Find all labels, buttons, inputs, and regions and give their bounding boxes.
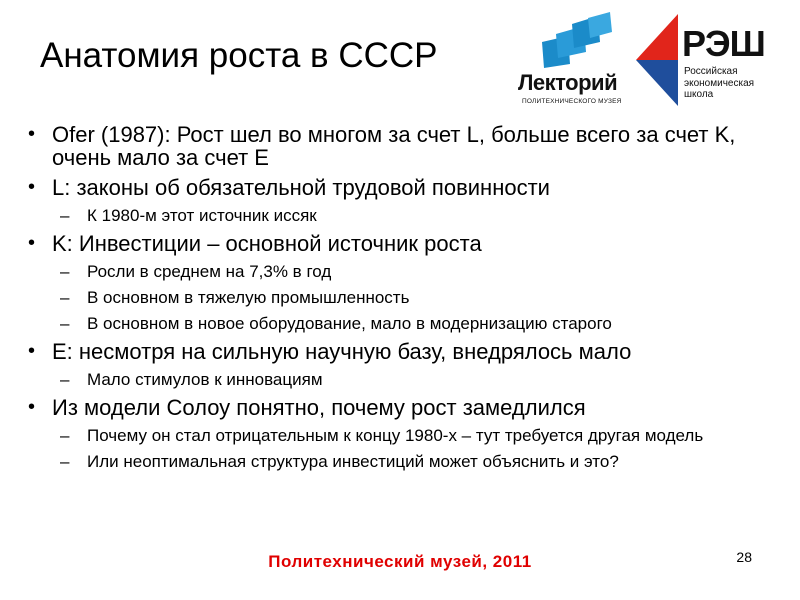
sub-bullet-item bbox=[22, 426, 792, 445]
lektoriy-logo bbox=[518, 12, 630, 108]
bullet-item bbox=[22, 232, 792, 255]
resh-logo-icon bbox=[636, 14, 682, 106]
bullet-text: Ofer (1987): Рост шел во многом за счет L, больше всего за счет K, очень мало за счет E bbox=[52, 122, 736, 170]
lektoriy-logo-name: Лекторий bbox=[518, 70, 618, 95]
bullet-dot-icon: • bbox=[28, 396, 36, 418]
footer-text: Политехнический музей, 2011 bbox=[268, 552, 532, 571]
sub-bullet-item bbox=[22, 452, 792, 471]
resh-logo-subtitle bbox=[684, 66, 784, 101]
page-number: 28 bbox=[736, 549, 752, 565]
bullet-item bbox=[22, 340, 792, 363]
bullet-dash-icon: – bbox=[60, 206, 70, 225]
bullet-dash-icon: – bbox=[60, 288, 70, 307]
resh-logo bbox=[636, 14, 786, 110]
bullet-text: Почему он стал отрицательным к концу 1980-х – тут требуется другая модель bbox=[87, 426, 704, 445]
bullet-dot-icon: • bbox=[28, 176, 36, 198]
sub-bullet-item bbox=[22, 370, 792, 389]
bullet-text: K: Инвестиции – основной источник роста bbox=[52, 231, 482, 256]
bullet-text: В основном в тяжелую промышленность bbox=[87, 288, 410, 307]
bullet-item bbox=[22, 176, 792, 199]
bullet-dot-icon: • bbox=[28, 123, 36, 145]
bullet-text: В основном в новое оборудование, мало в модернизацию старого bbox=[87, 314, 612, 333]
bullet-text: Росли в среднем на 7,3% в год bbox=[87, 262, 332, 281]
bullet-list bbox=[22, 116, 792, 471]
resh-subtitle-line: экономическая bbox=[684, 77, 755, 89]
bullet-item bbox=[22, 396, 792, 419]
sub-bullet-item bbox=[22, 314, 792, 333]
bullet-dash-icon: – bbox=[60, 452, 70, 471]
bullet-item bbox=[22, 123, 792, 169]
resh-subtitle-line: школа bbox=[684, 89, 714, 100]
bullet-text: L: законы об обязательной трудовой повинности bbox=[52, 175, 550, 200]
bullet-dash-icon: – bbox=[60, 262, 70, 281]
bullet-dot-icon: • bbox=[28, 232, 36, 254]
lektoriy-logo-subtitle: ПОЛИТЕХНИЧЕСКОГО МУЗЕЯ bbox=[522, 98, 622, 105]
lektoriy-logo-icon bbox=[528, 12, 620, 70]
sub-bullet-item bbox=[22, 288, 792, 307]
bullet-text: Мало стимулов к инновациям bbox=[87, 370, 323, 389]
bullet-dash-icon: – bbox=[60, 426, 70, 445]
bullet-text: Или неоптимальная структура инвестиций может объяснить и это? bbox=[87, 452, 619, 471]
sub-bullet-item bbox=[22, 262, 792, 281]
bullet-dot-icon: • bbox=[28, 340, 36, 362]
slide-title: Анатомия роста в СССР bbox=[40, 36, 438, 75]
bullet-text: Из модели Солоу понятно, почему рост замедлился bbox=[52, 395, 586, 420]
bullet-text: E: несмотря на сильную научную базу, внедрялось мало bbox=[52, 339, 632, 364]
bullet-dash-icon: – bbox=[60, 314, 70, 333]
resh-subtitle-line: Российская bbox=[684, 66, 738, 77]
bullet-text: К 1980-м этот источник иссяк bbox=[87, 206, 317, 225]
bullet-dash-icon: – bbox=[60, 370, 70, 389]
resh-logo-name: РЭШ bbox=[682, 23, 765, 64]
sub-bullet-item bbox=[22, 206, 792, 225]
